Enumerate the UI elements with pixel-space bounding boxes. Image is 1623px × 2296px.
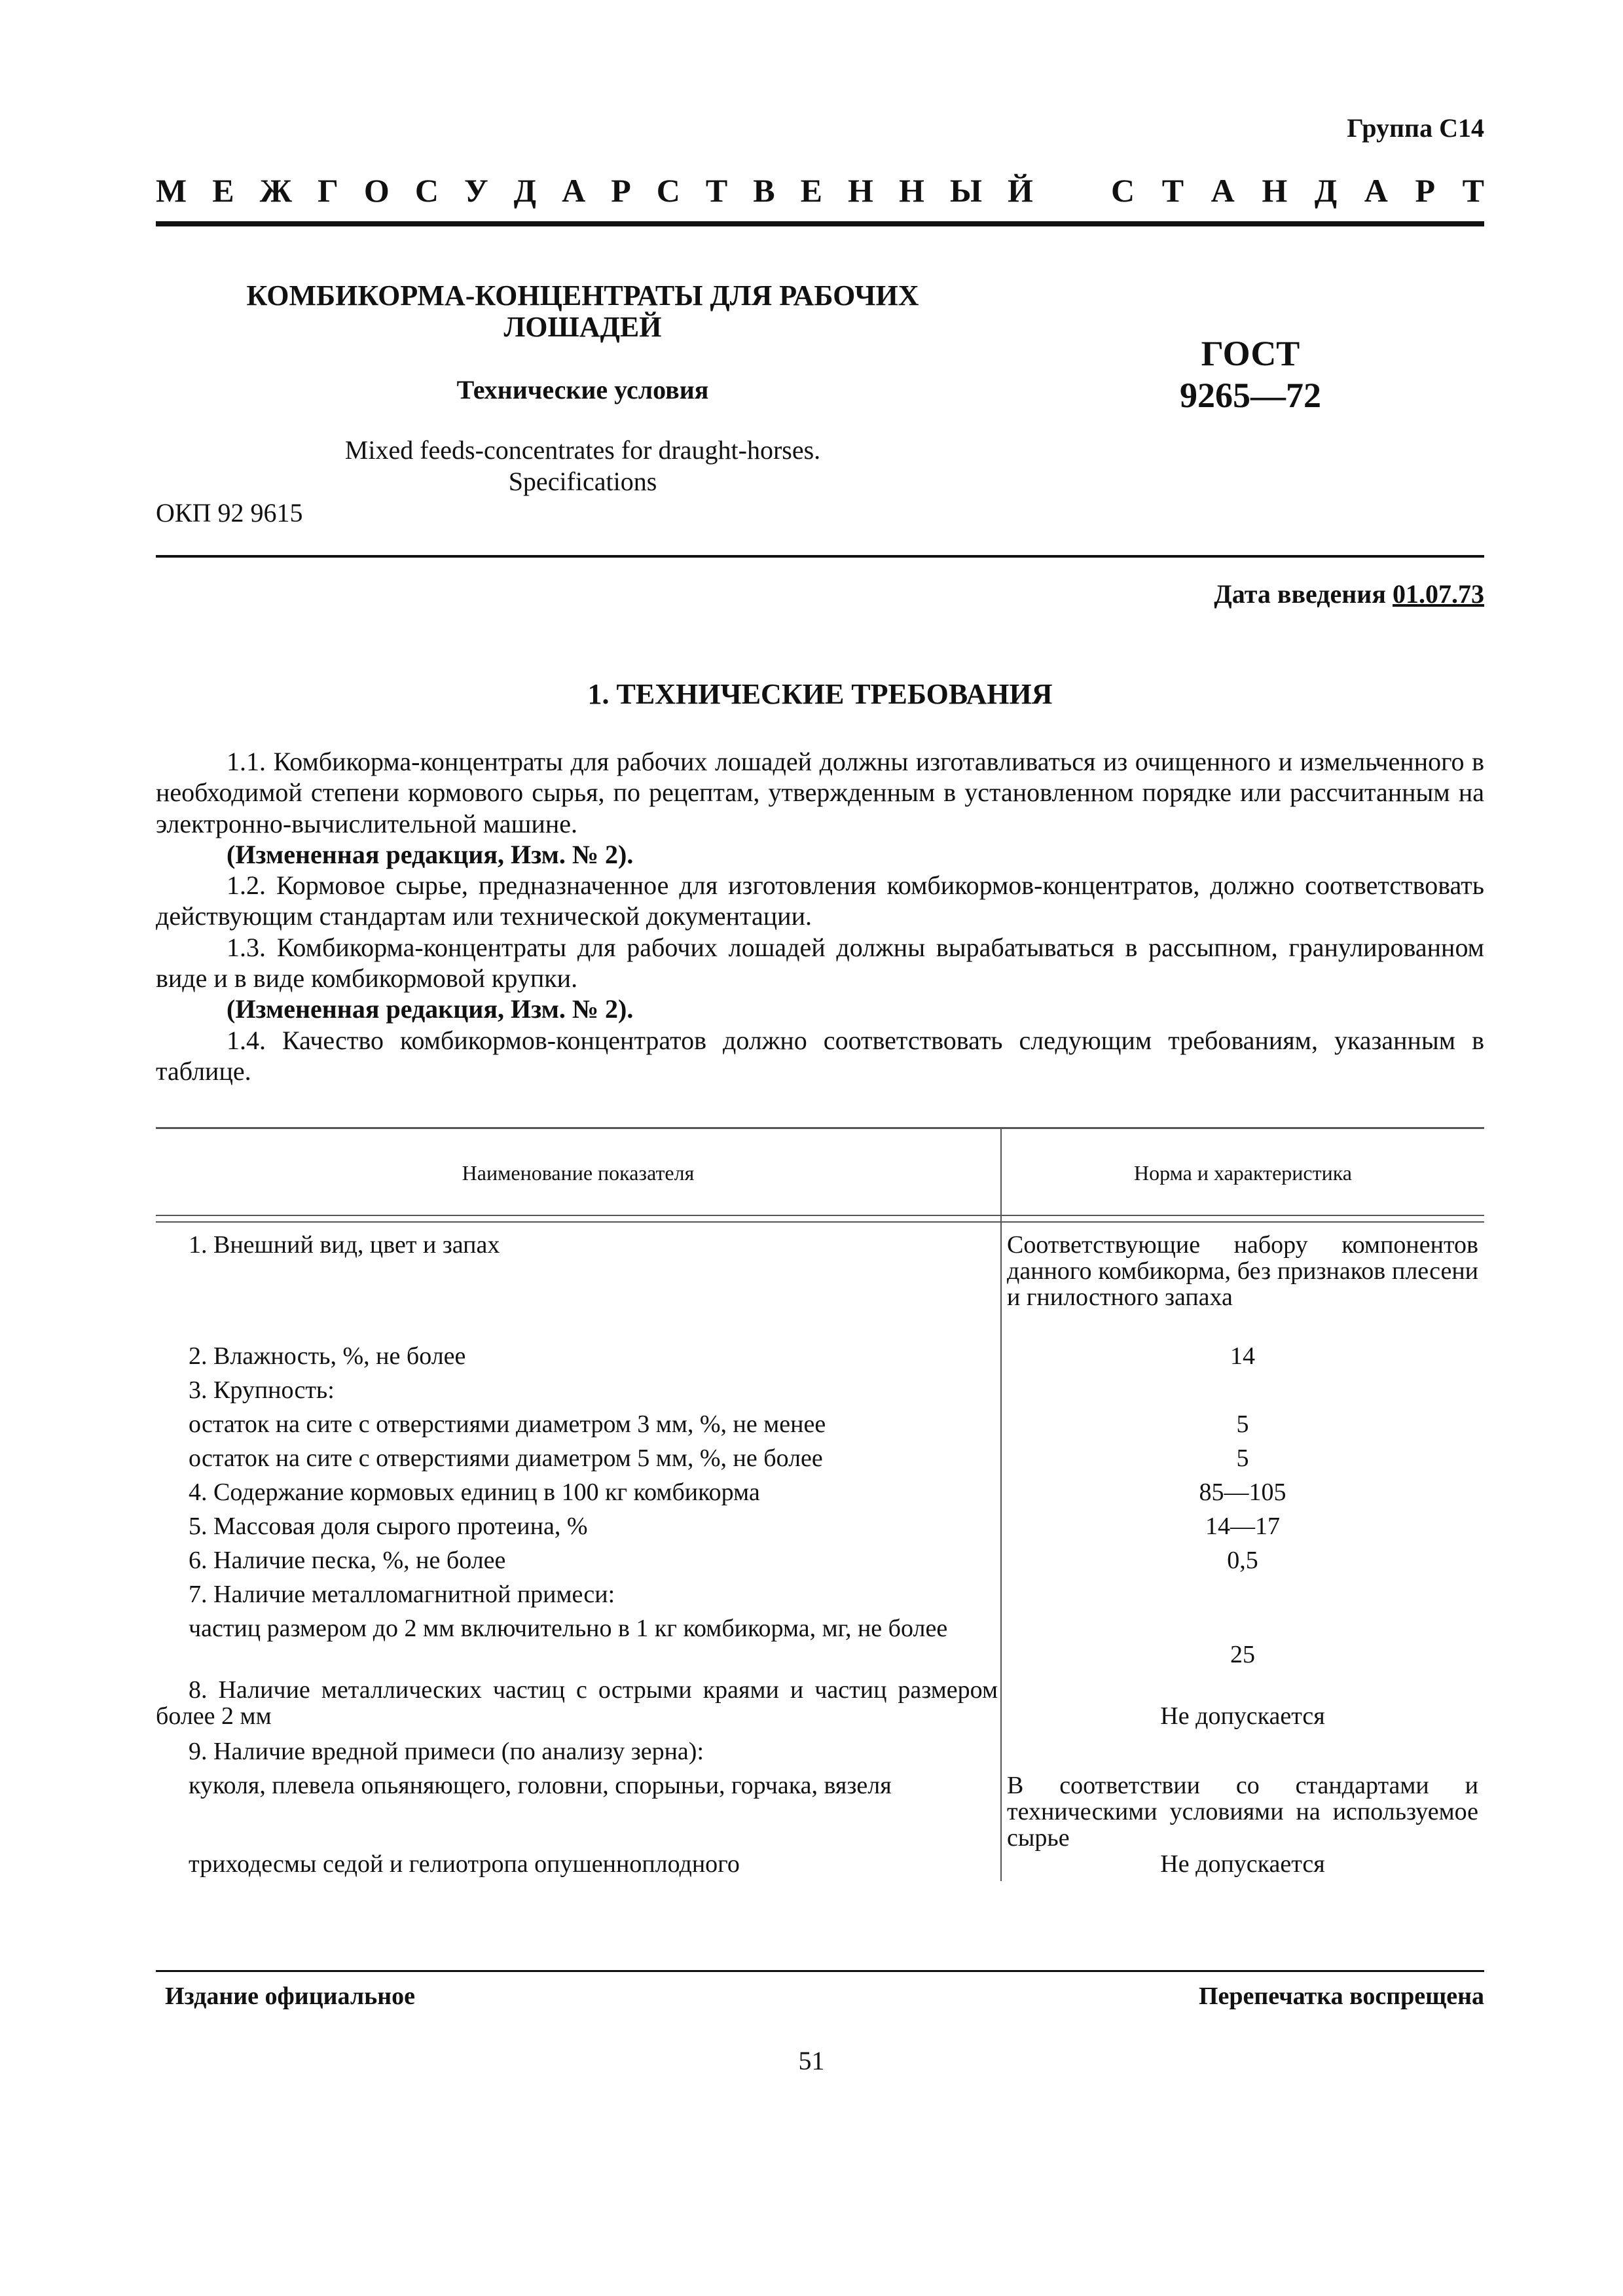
table-row-3a-value: 5: [1236, 1410, 1249, 1438]
footer-official-edition: Издание официальное: [165, 1982, 416, 2010]
table-row-8-name: 8. Наличие металлических частиц с острыми краями и частиц размером более 2 мм: [156, 1676, 998, 1730]
intro-date-label: Дата введения: [1214, 579, 1386, 609]
table-row-3a-name: остаток на сите с отверстиями диаметром 3 мм, %, не менее: [189, 1410, 826, 1438]
page-number: 51: [798, 2046, 825, 2075]
gost-number: 9265—72: [1180, 376, 1321, 415]
table-row-6-value: 0,5: [1227, 1547, 1258, 1574]
intro-date: [1214, 579, 1484, 609]
header-rule: [156, 221, 1484, 226]
footer-reprint-prohibited: Перепечатка воспрещена: [1198, 1982, 1484, 2010]
section-heading: 1. ТЕХНИЧЕСКИЕ ТРЕБОВАНИЯ: [587, 678, 1053, 710]
amendment-note-1: (Измененная редакция, Изм. № 2).: [227, 839, 634, 869]
document-title-line2: ЛОШАДЕЙ: [503, 311, 662, 343]
table-row-1-name: 1. Внешний вид, цвет и запах: [189, 1231, 500, 1259]
paragraph-1-4: 1.4. Качество комбикормов-концентратов должно соответствовать следующим требованиям, указанным в таблице.: [156, 1025, 1484, 1086]
table-row-9b-name: триходесмы седой и гелиотропа опушенноплодного: [189, 1850, 740, 1878]
english-title: [196, 435, 969, 497]
body-text: [156, 746, 1484, 1086]
table-row-2-value: 14: [1230, 1342, 1255, 1370]
requirements-table: [156, 1127, 1484, 1881]
okp-code: ОКП 92 9615: [156, 498, 303, 528]
table-row-3b-value: 5: [1236, 1444, 1249, 1472]
document-title: [196, 280, 969, 343]
table-row-9a-value: В соответствии со стандартами и техническими условиями на используемое сырье: [1007, 1772, 1478, 1852]
footer-rule: [156, 1970, 1484, 1972]
paragraph-1-3: 1.3. Комбикорма-концентраты для рабочих лошадей должны вырабатываться в рассыпном, гранулированном виде и в виде комбикормовой крупки.: [156, 932, 1484, 994]
gost-label: ГОСТ: [1201, 334, 1300, 373]
table-row-3-name: 3. Крупность:: [189, 1376, 335, 1404]
table-row-7-name: 7. Наличие металломагнитной примеси:: [189, 1581, 615, 1608]
table-top-line: [156, 1127, 1484, 1129]
table-row-5-name: 5. Массовая доля сырого протеина, %: [189, 1513, 588, 1540]
document-subtitle: Технические условия: [456, 375, 709, 404]
table-row-9b-value: Не допускается: [1160, 1850, 1325, 1878]
table-row-7a-name: частиц размером до 2 мм включительно в 1 кг комбикорма, мг, не более: [189, 1615, 948, 1642]
table-header-name: Наименование показателя: [462, 1161, 695, 1185]
table-row-4-value: 85—105: [1199, 1479, 1286, 1506]
amendment-note-2: (Измененная редакция, Изм. № 2).: [227, 994, 634, 1024]
gost-designation: [1152, 332, 1349, 416]
table-row-6-name: 6. Наличие песка, %, не более: [189, 1547, 506, 1574]
table-row-7a-value: 25: [1230, 1641, 1255, 1668]
table-row-3b-name: остаток на сите с отверстиями диаметром 5 мм, %, не более: [189, 1444, 823, 1472]
table-row-9a-name: куколя, плевела опьяняющего, головни, спорыньи, горчака, вязеля: [189, 1772, 892, 1799]
english-title-line1: Mixed feeds-concentrates for draught-horses.: [344, 435, 821, 465]
paragraph-1-1: 1.1. Комбикорма-концентраты для рабочих лошадей должны изготавливаться из очищенного и измельченного в необходимой степени кормового сырья, по рецептам, утвержденным в установленном порядке или рассчитанным на электронно-вычислительной машине.: [156, 747, 1484, 838]
table-row-8-value: Не допускается: [1160, 1702, 1325, 1730]
table-row-9-name: 9. Наличие вредной примеси (по анализу зерна):: [189, 1738, 704, 1765]
english-title-line2: Specifications: [508, 467, 657, 496]
document-title-line1: КОМБИКОРМА-КОНЦЕНТРАТЫ ДЛЯ РАБОЧИХ: [246, 279, 919, 312]
standard-title: [156, 171, 1484, 209]
table-header-line: [156, 1221, 1484, 1223]
table-row-1-value: Соответствующие набору компонентов данного комбикорма, без признаков плесени и гнилостного запаха: [1007, 1231, 1478, 1311]
intro-date-value: 01.07.73: [1393, 579, 1484, 609]
standard-title-word1: М Е Ж Г О С У Д А Р С Т В Е Н Н Ы Й: [156, 172, 1033, 209]
table-row-5-value: 14—17: [1205, 1513, 1280, 1540]
table-header-line: [156, 1215, 1484, 1216]
table-column-divider: [1000, 1127, 1002, 1881]
table-row-2-name: 2. Влажность, %, не более: [189, 1342, 466, 1370]
group-label: Группа С14: [1347, 113, 1484, 143]
table-header-norm: Норма и характеристика: [1134, 1161, 1352, 1185]
standard-title-word2: С Т А Н Д А Р Т: [1111, 172, 1484, 209]
table-row-4-name: 4. Содержание кормовых единиц в 100 кг комбикорма: [189, 1479, 760, 1506]
paragraph-1-2: 1.2. Кормовое сырье, предназначенное для изготовления комбикормов-концентратов, должно соответствовать действующим стандартам или технической документации.: [156, 870, 1484, 931]
title-rule: [156, 555, 1484, 558]
